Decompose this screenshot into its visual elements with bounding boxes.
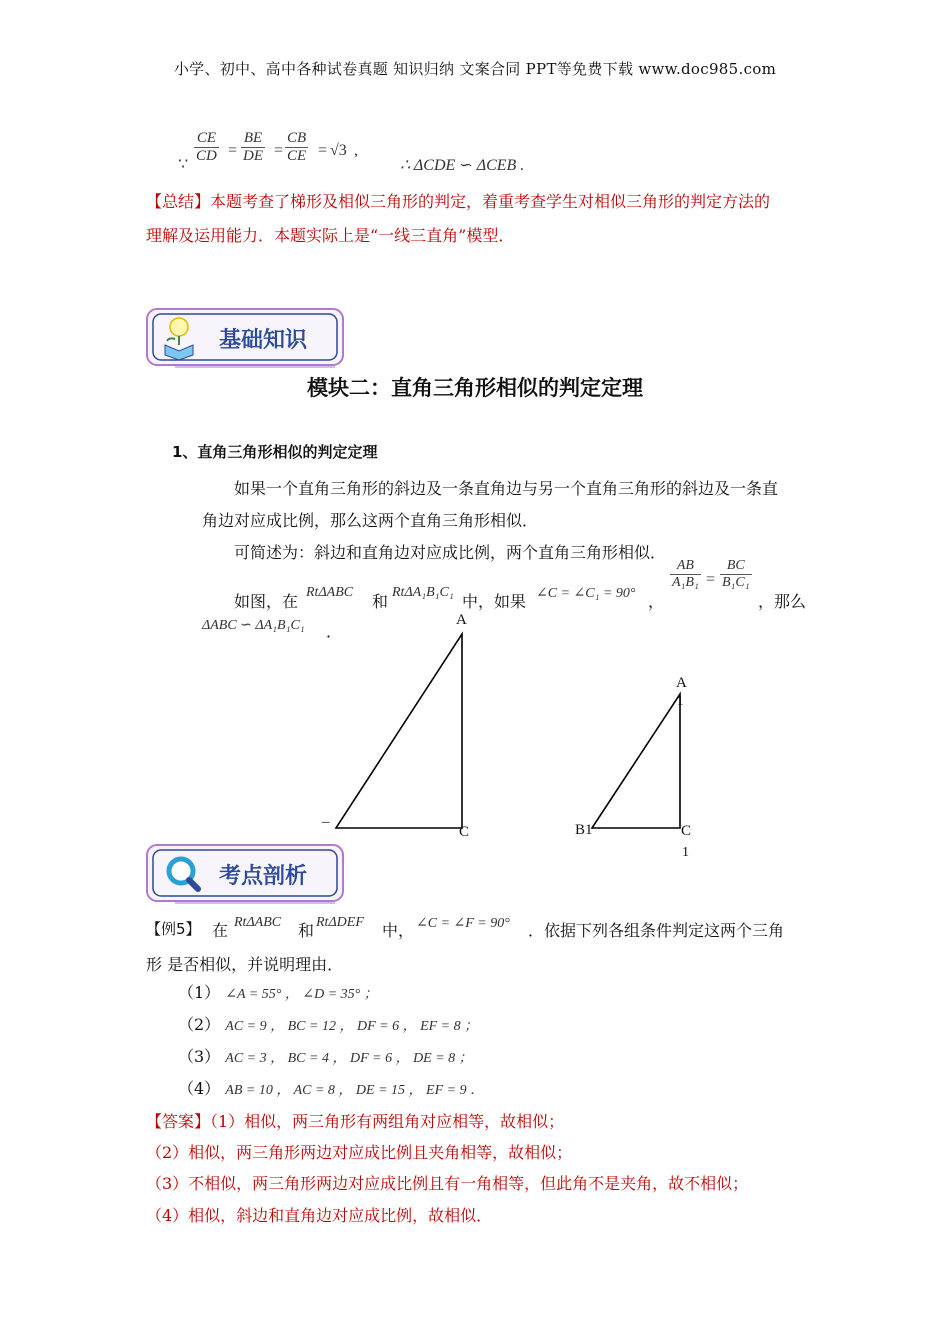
- para3-fraction-bc: $\frac{BC}{\text{B₁C₁}}$: [722, 558, 750, 590]
- answer-line-4: （4）相似，斜边和直角边对应成比例，故相似．: [146, 1206, 493, 1225]
- para3-fraction-ab: $\frac{AB}{\text{A₁B₁}}$: [672, 558, 699, 590]
- item-1-expr: ∠A = 55° ， ∠D = 35° ；: [225, 987, 378, 1002]
- example-item-1: [178, 980, 378, 1003]
- banner-key-points-label: 考点剖析: [219, 864, 308, 889]
- page-header: 小学、初中、高中各种试卷真题 知识归纳 文案合同 PPT等免费下载 www.doc985.com: [173, 60, 777, 78]
- label-big-a: A: [456, 612, 467, 628]
- label-small-a: A: [676, 675, 687, 691]
- para3-rt-abc: RtΔABC: [306, 585, 354, 600]
- para3-rt-a1b1c1: RtΔA₁B₁C₁: [392, 585, 454, 600]
- answer-line-2: （2）相似，两三角形两边对应成比例且夹角相等，故相似；: [146, 1143, 573, 1162]
- example-rt-abc: RtΔABC: [234, 915, 282, 930]
- summary-line-2: 理解及运用能力．本题实际上是“一线三直角”模型．: [146, 226, 515, 245]
- label-small-c: C: [681, 823, 692, 839]
- label-small-a-subscript: 1: [677, 693, 684, 708]
- example-and: 和: [298, 921, 315, 940]
- item-4-expr: AB = 10 ， AC = 8 ， DE = 15 ， EF = 9 ．: [225, 1083, 485, 1098]
- example-line-2: 形 是否相似，并说明理由．: [146, 955, 344, 974]
- item-1-number: （1）: [178, 983, 221, 1002]
- para3-and: 和: [372, 592, 389, 611]
- example-tag: 【例5】: [146, 920, 201, 938]
- para3-then: ，那么: [758, 592, 807, 611]
- top-formula: [178, 130, 798, 180]
- para3-equals: =: [706, 571, 716, 588]
- example-rt-def: RtΔDEF: [316, 915, 364, 930]
- example-rest: ．依据下列各组条件判定这两个三角: [528, 921, 785, 940]
- label-big-b: –: [322, 814, 330, 830]
- example-mid: 中，: [382, 921, 415, 940]
- answer-line-3: （3）不相似，两三角形两边对应成比例且有一角相等，但此角不是夹角，故不相似；: [146, 1174, 749, 1193]
- sqrt-three: √3: [330, 142, 347, 159]
- section-para-1-line-1: 如果一个直角三角形的斜边及一条直角边与另一个直角三角形的斜边及一条直: [234, 479, 779, 498]
- triangle-abc-large: [336, 634, 462, 828]
- triangle-figure: [330, 612, 730, 842]
- item-2-number: （2）: [178, 1015, 221, 1034]
- equals-2: =: [273, 142, 284, 159]
- section-para-2: 可简述为：斜边和直角边对应成比例，两个直角三角形相似．: [234, 543, 667, 562]
- label-big-c: C: [459, 824, 470, 840]
- banner-basic-knowledge: [145, 305, 345, 371]
- para3-if: 中，如果: [462, 592, 527, 611]
- fraction-cb-ce: $\frac{CB}{CE}$: [287, 130, 307, 164]
- item-4-number: （4）: [178, 1079, 221, 1098]
- label-small-b: B1: [575, 822, 593, 838]
- because-symbol: ∵: [178, 156, 189, 173]
- section-title: 1、直角三角形相似的判定定理: [172, 443, 378, 461]
- example-item-2: [178, 1012, 478, 1035]
- example-item-3: [178, 1044, 473, 1067]
- banner-basic-label: 基础知识: [219, 328, 308, 353]
- answer-line-1: 【答案】（1）相似，两三角形有两组角对应相等，故相似；: [146, 1112, 565, 1131]
- therefore-conclusion: ∴ ΔCDE ∽ ΔCEB .: [400, 157, 525, 174]
- section-para-1-line-2: 角边对应成比例，那么这两个直角三角形相似．: [202, 511, 539, 530]
- fraction-ce-cd: $\frac{CE}{CD}$: [196, 130, 217, 164]
- equals-3: =: [317, 142, 328, 159]
- fraction-be-de: $\frac{BE}{DE}$: [243, 130, 263, 164]
- example-angle: ∠C = ∠F = 90°: [416, 916, 510, 931]
- example-item-4: [178, 1076, 484, 1099]
- example-5: [146, 912, 816, 972]
- item-2-expr: AC = 9 ， BC = 12 ， DF = 6 ， EF = 8 ；: [225, 1019, 479, 1034]
- comma: ,: [354, 142, 358, 159]
- label-small-c-subscript: 1: [682, 845, 689, 860]
- para3-intro: 如图，在: [234, 592, 299, 611]
- summary-line-1: 【总结】本题考查了梯形及相似三角形的判定，着重考查学生对相似三角形的判定方法的: [146, 192, 771, 211]
- banner-key-points: [145, 841, 345, 907]
- item-3-expr: AC = 3 ， BC = 4 ， DF = 6 ， DE = 8 ；: [225, 1051, 473, 1066]
- para3-end: ．: [326, 622, 343, 641]
- item-3-number: （3）: [178, 1047, 221, 1066]
- example-intro: 在: [212, 921, 229, 940]
- para3-angle-condition: ∠C = ∠C₁ = 90°: [536, 586, 636, 601]
- para3-comma: ，: [648, 592, 665, 611]
- module-title: 模块二：直角三角形相似的判定定理: [307, 376, 643, 400]
- para3-conclusion: ΔABC ∽ ΔA₁B₁C₁: [202, 618, 305, 633]
- triangle-a1b1c1-small: [592, 694, 680, 828]
- equals-1: =: [227, 142, 238, 159]
